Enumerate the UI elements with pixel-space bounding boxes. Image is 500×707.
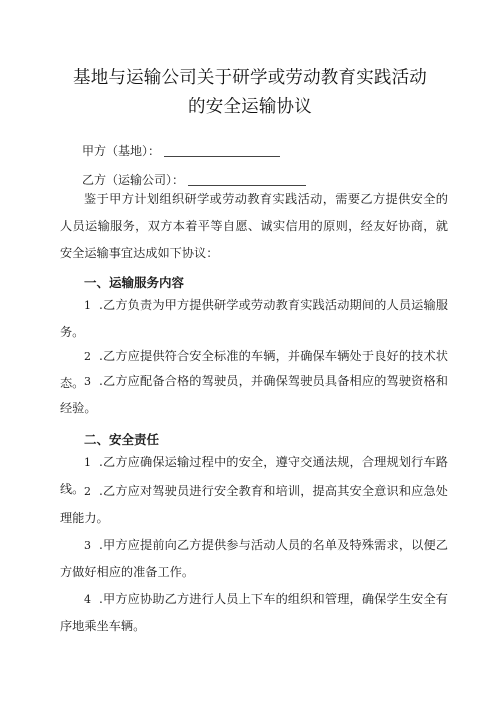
list-item [60, 478, 448, 531]
item-text: .乙方应确保运输过程中的安全，遵守交通法规，合理规划行车路线。 [60, 455, 448, 496]
party-b-label: 乙方（运输公司）： [82, 173, 185, 187]
item-number: 3 [84, 375, 91, 388]
section-heading-transport-service: 一、运输服务内容 [84, 275, 185, 290]
item-number: 4 [84, 593, 91, 606]
item-number: 3 [84, 539, 91, 552]
item-text: .乙方应提供符合安全标准的车辆，并确保车辆处于良好的技术状态。 [60, 349, 448, 390]
item-text: .甲方应提前向乙方提供参与活动人员的名单及特殊需求，以便乙方做好相应的准备工作。 [60, 538, 448, 579]
item-number: 2 [84, 350, 91, 363]
item-text: .甲方应协助乙方进行人员上下车的组织和管理，确保学生安全有序地乘坐车辆。 [60, 592, 448, 633]
item-text: .乙方负责为甲方提供研学或劳动教育实践活动期间的人员运输服务。 [60, 298, 448, 339]
item-text: .乙方应配备合格的驾驶员，并确保驾驶员具备相应的驾驶资格和经验。 [60, 374, 448, 415]
item-text: .乙方应对驾驶员进行安全教育和培训，提高其安全意识和应急处理能力。 [60, 484, 448, 525]
party-a-blank [164, 144, 280, 157]
party-a-label: 甲方（基地）： [82, 144, 161, 158]
party-a-field [82, 142, 280, 159]
list-item [60, 532, 448, 585]
preamble-paragraph: 鉴于甲方计划组织研学或劳动教育实践活动，需要乙方提供安全的人员运输服务，双方本着平等自愿、诚实信用的原则，经友好协商，就安全运输事宜达成如下协议： [60, 192, 448, 260]
party-b-blank [188, 173, 306, 186]
item-number: 1 [84, 456, 91, 469]
section-heading-safety-responsibility: 二、安全责任 [84, 432, 160, 447]
list-item [60, 586, 448, 639]
list-item [60, 368, 448, 421]
list-item [60, 292, 448, 345]
document-title-line-2: 的安全运输协议 [188, 97, 312, 117]
document-title-line-1: 基地与运输公司关于研学或劳动教育实践活动 [73, 68, 427, 88]
item-number: 1 [84, 299, 91, 312]
item-number: 2 [84, 485, 91, 498]
